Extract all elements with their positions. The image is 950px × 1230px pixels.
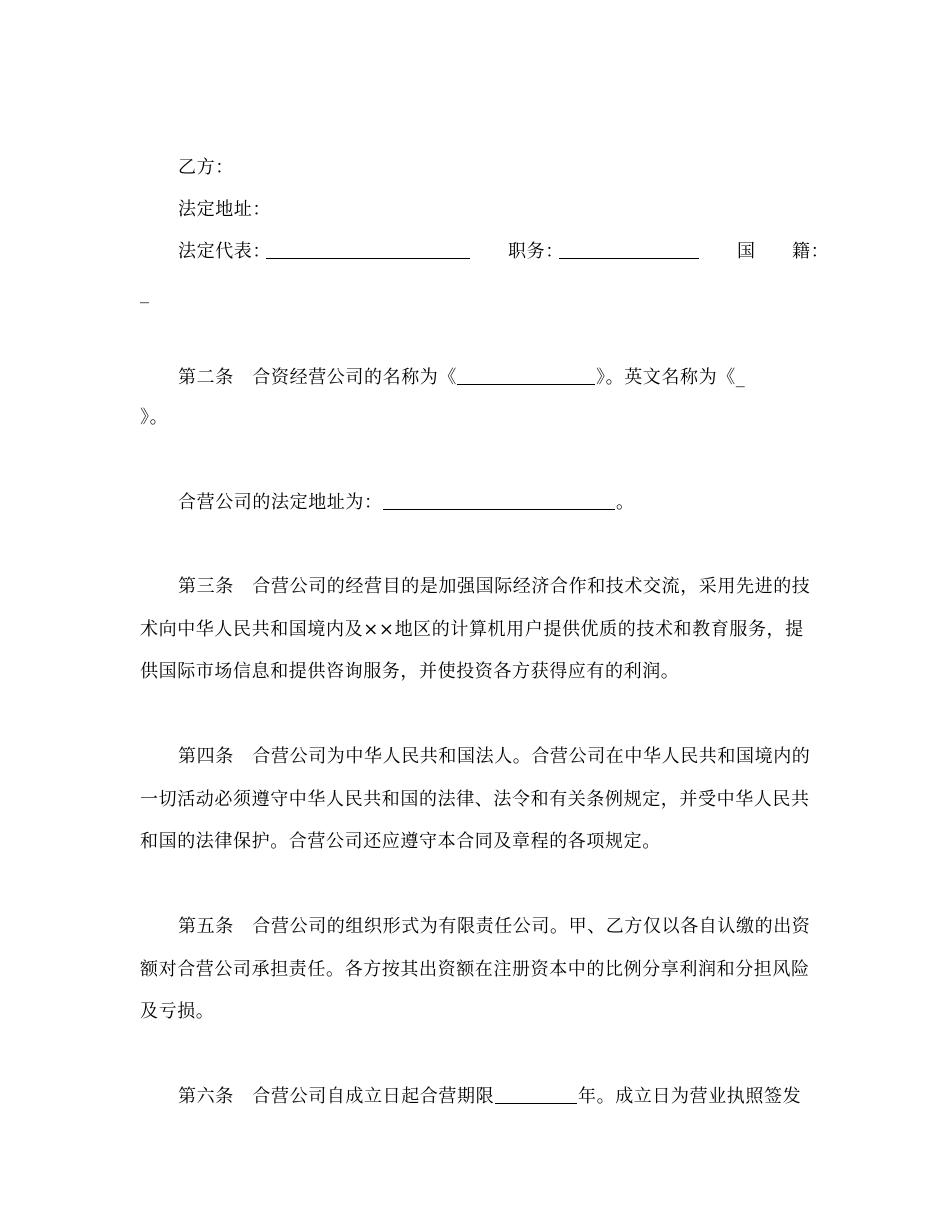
position-label: 职务： — [508, 241, 564, 262]
article-4-line: 和国的法律保护。合营公司还应遵守本合同及章程的各项规定。 — [140, 831, 661, 852]
nationality-blank[interactable]: _ — [140, 283, 150, 304]
article-4-line: 一切活动必须遵守中华人民共和国的法律、法令和有关条例规定，并受中华人民共 — [140, 789, 810, 810]
article-2-english-name: 》。英文名称为《_ — [596, 367, 746, 388]
company-name-blank[interactable] — [457, 366, 595, 385]
nationality-label-part1: 国 — [737, 241, 756, 262]
article-5-line: 额对合营公司承担责任。各方按其出资额在注册资本中的比例分享利润和分担风险 — [140, 959, 810, 980]
term-years-blank[interactable] — [495, 1085, 577, 1104]
article-4-line: 第四条 合营公司为中华人民共和国法人。合营公司在中华人民共和国境内的 — [178, 746, 811, 767]
article-6-prefix: 第六条 合营公司自成立日起合营期限 — [178, 1086, 495, 1107]
legal-address-blank[interactable] — [383, 491, 615, 510]
article-3-line: 供国际市场信息和提供咨询服务，并使投资各方获得应有的利润。 — [140, 661, 680, 682]
legal-rep-blank[interactable] — [266, 240, 470, 259]
article-3-line: 术向中华人民共和国境内及××地区的计算机用户提供优质的技术和教育服务，提 — [140, 619, 804, 640]
position-blank[interactable] — [559, 240, 699, 259]
party-b-label: 乙方： — [178, 157, 234, 178]
legal-address-prefix: 合营公司的法定地址为： — [178, 492, 383, 513]
article-3-line: 第三条 合营公司的经营目的是加强国际经济合作和技术交流，采用先进的技 — [178, 576, 811, 597]
article-6-suffix: 年。成立日为营业执照签发 — [578, 1086, 802, 1107]
legal-address-label: 法定地址： — [178, 199, 271, 220]
article-2-name-prefix: 第二条 合资经营公司的名称为《 — [178, 367, 457, 388]
legal-rep-label: 法定代表： — [178, 241, 271, 262]
nationality-label-part2: 籍： — [792, 241, 830, 262]
article-5-line: 第五条 合营公司的组织形式为有限责任公司。甲、乙方仅以各自认缴的出资 — [178, 916, 811, 937]
article-2-line2: 》。 — [140, 407, 169, 428]
article-5-line: 及亏损。 — [140, 1001, 215, 1022]
legal-address-suffix: 。 — [616, 492, 635, 513]
